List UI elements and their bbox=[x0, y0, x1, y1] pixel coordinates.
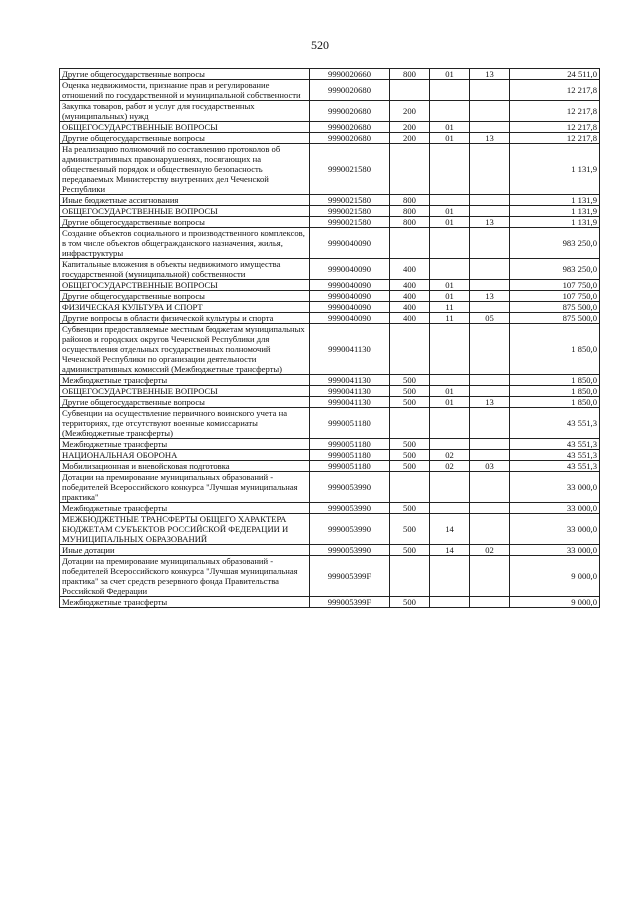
row-subsection bbox=[470, 122, 510, 133]
row-section: 01 bbox=[430, 133, 470, 144]
row-code: 9990020680 bbox=[310, 80, 390, 101]
row-code: 999005399F bbox=[310, 556, 390, 597]
row-name: Капитальные вложения в объекты недвижимого имущества государственной (муниципальной) собственности bbox=[60, 259, 310, 280]
row-sum: 9 000,0 bbox=[510, 556, 600, 597]
row-expense-type: 400 bbox=[390, 302, 430, 313]
row-name: Другие общегосударственные вопросы bbox=[60, 291, 310, 302]
row-code: 9990020660 bbox=[310, 69, 390, 80]
row-subsection: 13 bbox=[470, 397, 510, 408]
row-subsection bbox=[470, 302, 510, 313]
row-expense-type: 200 bbox=[390, 122, 430, 133]
row-sum: 107 750,0 bbox=[510, 280, 600, 291]
table-row bbox=[60, 217, 600, 228]
row-expense-type: 800 bbox=[390, 206, 430, 217]
row-sum: 33 000,0 bbox=[510, 545, 600, 556]
row-sum: 12 217,8 bbox=[510, 101, 600, 122]
row-sum: 9 000,0 bbox=[510, 597, 600, 608]
row-code: 9990041130 bbox=[310, 386, 390, 397]
table-row bbox=[60, 291, 600, 302]
row-name: Другие общегосударственные вопросы bbox=[60, 397, 310, 408]
row-section bbox=[430, 259, 470, 280]
table-row bbox=[60, 397, 600, 408]
row-expense-type bbox=[390, 472, 430, 503]
row-section bbox=[430, 439, 470, 450]
row-expense-type: 800 bbox=[390, 195, 430, 206]
row-section: 11 bbox=[430, 313, 470, 324]
row-sum: 1 850,0 bbox=[510, 397, 600, 408]
row-section bbox=[430, 375, 470, 386]
row-subsection bbox=[470, 386, 510, 397]
row-code: 9990020680 bbox=[310, 133, 390, 144]
table-row bbox=[60, 133, 600, 144]
row-sum: 43 551,3 bbox=[510, 408, 600, 439]
row-section: 14 bbox=[430, 545, 470, 556]
row-name: Межбюджетные трансферты bbox=[60, 597, 310, 608]
row-section bbox=[430, 228, 470, 259]
row-subsection bbox=[470, 228, 510, 259]
row-name: На реализацию полномочий по составлению протоколов об административных правонарушениях, посягающих на общественный порядок и общественную безопасность передаваемых Министерству внутренних дел Чеченской Республики bbox=[60, 144, 310, 195]
row-section: 11 bbox=[430, 302, 470, 313]
row-section: 01 bbox=[430, 280, 470, 291]
row-code: 9990040090 bbox=[310, 313, 390, 324]
row-section bbox=[430, 101, 470, 122]
table-row bbox=[60, 313, 600, 324]
row-name: Другие общегосударственные вопросы bbox=[60, 133, 310, 144]
row-expense-type: 500 bbox=[390, 450, 430, 461]
table-row bbox=[60, 302, 600, 313]
table-row bbox=[60, 386, 600, 397]
row-subsection: 13 bbox=[470, 217, 510, 228]
row-subsection bbox=[470, 259, 510, 280]
row-expense-type: 500 bbox=[390, 461, 430, 472]
row-section: 01 bbox=[430, 291, 470, 302]
row-name: Дотации на премирование муниципальных образований - победителей Всероссийского конкурса "Лучшая муниципальная практика" за счет средств резервного фонда Правительства Российской Федерации bbox=[60, 556, 310, 597]
row-name: Межбюджетные трансферты bbox=[60, 439, 310, 450]
row-section: 02 bbox=[430, 461, 470, 472]
table-row bbox=[60, 472, 600, 503]
row-subsection bbox=[470, 101, 510, 122]
row-expense-type: 500 bbox=[390, 375, 430, 386]
row-code: 9990020680 bbox=[310, 122, 390, 133]
row-subsection: 13 bbox=[470, 291, 510, 302]
row-code: 9990021580 bbox=[310, 195, 390, 206]
row-expense-type: 400 bbox=[390, 313, 430, 324]
row-code: 9990051180 bbox=[310, 450, 390, 461]
row-name: Оценка недвижимости, признание прав и регулирование отношений по государственной и муниципальной собственности bbox=[60, 80, 310, 101]
row-expense-type bbox=[390, 324, 430, 375]
row-code: 9990021580 bbox=[310, 217, 390, 228]
row-expense-type: 800 bbox=[390, 69, 430, 80]
row-sum: 33 000,0 bbox=[510, 472, 600, 503]
row-subsection bbox=[470, 472, 510, 503]
row-sum: 1 131,9 bbox=[510, 217, 600, 228]
row-name: Межбюджетные трансферты bbox=[60, 503, 310, 514]
row-name: МЕЖБЮДЖЕТНЫЕ ТРАНСФЕРТЫ ОБЩЕГО ХАРАКТЕРА БЮДЖЕТАМ СУБЪЕКТОВ РОССИЙСКОЙ ФЕДЕРАЦИИ И МУНИЦИПАЛЬНЫХ ОБРАЗОВАНИЙ bbox=[60, 514, 310, 545]
table-row bbox=[60, 597, 600, 608]
table-row bbox=[60, 408, 600, 439]
row-name: Закупка товаров, работ и услуг для государственных (муниципальных) нужд bbox=[60, 101, 310, 122]
row-section: 02 bbox=[430, 450, 470, 461]
row-name: ОБЩЕГОСУДАРСТВЕННЫЕ ВОПРОСЫ bbox=[60, 386, 310, 397]
row-section: 01 bbox=[430, 386, 470, 397]
row-section: 01 bbox=[430, 122, 470, 133]
table-row bbox=[60, 69, 600, 80]
row-section: 01 bbox=[430, 206, 470, 217]
row-name: НАЦИОНАЛЬНАЯ ОБОРОНА bbox=[60, 450, 310, 461]
row-name: ОБЩЕГОСУДАРСТВЕННЫЕ ВОПРОСЫ bbox=[60, 122, 310, 133]
table-row bbox=[60, 144, 600, 195]
row-expense-type: 500 bbox=[390, 386, 430, 397]
row-expense-type: 800 bbox=[390, 217, 430, 228]
row-expense-type bbox=[390, 144, 430, 195]
row-code: 9990051180 bbox=[310, 461, 390, 472]
row-sum: 1 131,9 bbox=[510, 206, 600, 217]
row-expense-type: 400 bbox=[390, 259, 430, 280]
row-code: 9990020680 bbox=[310, 101, 390, 122]
row-subsection: 03 bbox=[470, 461, 510, 472]
row-expense-type bbox=[390, 408, 430, 439]
table-row bbox=[60, 545, 600, 556]
row-sum: 1 850,0 bbox=[510, 386, 600, 397]
row-code: 9990021580 bbox=[310, 144, 390, 195]
table-row bbox=[60, 259, 600, 280]
row-name: Создание объектов социального и производственного комплексов, в том числе объектов общегражданского назначения, жилья, инфраструктуры bbox=[60, 228, 310, 259]
row-expense-type: 400 bbox=[390, 280, 430, 291]
row-section bbox=[430, 324, 470, 375]
row-sum: 43 551,3 bbox=[510, 439, 600, 450]
row-subsection bbox=[470, 450, 510, 461]
table-row bbox=[60, 503, 600, 514]
table-row bbox=[60, 206, 600, 217]
row-name: Субвенции на осуществление первичного воинского учета на территориях, где отсутствуют военные комиссариаты (Межбюджетные трансферты) bbox=[60, 408, 310, 439]
row-expense-type: 500 bbox=[390, 503, 430, 514]
row-sum: 1 131,9 bbox=[510, 144, 600, 195]
row-name: Другие общегосударственные вопросы bbox=[60, 217, 310, 228]
table-row bbox=[60, 514, 600, 545]
row-name: ОБЩЕГОСУДАРСТВЕННЫЕ ВОПРОСЫ bbox=[60, 206, 310, 217]
row-expense-type: 500 bbox=[390, 439, 430, 450]
row-sum: 12 217,8 bbox=[510, 80, 600, 101]
row-subsection bbox=[470, 144, 510, 195]
row-code: 999005399F bbox=[310, 597, 390, 608]
row-expense-type: 500 bbox=[390, 514, 430, 545]
row-sum: 43 551,3 bbox=[510, 461, 600, 472]
row-code: 9990053990 bbox=[310, 472, 390, 503]
row-expense-type: 500 bbox=[390, 545, 430, 556]
row-expense-type: 200 bbox=[390, 133, 430, 144]
row-code: 9990041130 bbox=[310, 397, 390, 408]
row-subsection bbox=[470, 556, 510, 597]
table-row bbox=[60, 450, 600, 461]
row-subsection bbox=[470, 280, 510, 291]
row-name: Иные бюджетные ассигнования bbox=[60, 195, 310, 206]
row-section: 01 bbox=[430, 217, 470, 228]
row-section bbox=[430, 597, 470, 608]
row-subsection: 02 bbox=[470, 545, 510, 556]
row-expense-type: 400 bbox=[390, 291, 430, 302]
row-section bbox=[430, 80, 470, 101]
row-sum: 1 850,0 bbox=[510, 375, 600, 386]
row-section bbox=[430, 408, 470, 439]
row-name: Дотации на премирование муниципальных образований - победителей Всероссийского конкурса "Лучшая муниципальная практика" bbox=[60, 472, 310, 503]
row-section bbox=[430, 556, 470, 597]
row-sum: 43 551,3 bbox=[510, 450, 600, 461]
row-sum: 983 250,0 bbox=[510, 259, 600, 280]
table-row bbox=[60, 80, 600, 101]
row-code: 9990021580 bbox=[310, 206, 390, 217]
row-sum: 107 750,0 bbox=[510, 291, 600, 302]
row-section: 01 bbox=[430, 69, 470, 80]
row-subsection: 13 bbox=[470, 133, 510, 144]
row-subsection bbox=[470, 324, 510, 375]
row-sum: 33 000,0 bbox=[510, 514, 600, 545]
row-sum: 12 217,8 bbox=[510, 133, 600, 144]
row-expense-type bbox=[390, 80, 430, 101]
row-name: ФИЗИЧЕСКАЯ КУЛЬТУРА И СПОРТ bbox=[60, 302, 310, 313]
row-name: Мобилизационная и вневойсковая подготовка bbox=[60, 461, 310, 472]
row-subsection bbox=[470, 514, 510, 545]
row-subsection bbox=[470, 439, 510, 450]
row-subsection: 13 bbox=[470, 69, 510, 80]
row-expense-type: 200 bbox=[390, 101, 430, 122]
row-code: 9990041130 bbox=[310, 375, 390, 386]
row-code: 9990040090 bbox=[310, 259, 390, 280]
row-subsection: 05 bbox=[470, 313, 510, 324]
row-expense-type bbox=[390, 556, 430, 597]
row-subsection bbox=[470, 195, 510, 206]
table-row bbox=[60, 439, 600, 450]
row-sum: 33 000,0 bbox=[510, 503, 600, 514]
row-name: Межбюджетные трансферты bbox=[60, 375, 310, 386]
row-subsection bbox=[470, 206, 510, 217]
row-code: 9990053990 bbox=[310, 514, 390, 545]
row-code: 9990051180 bbox=[310, 408, 390, 439]
row-subsection bbox=[470, 597, 510, 608]
row-section bbox=[430, 144, 470, 195]
row-section bbox=[430, 503, 470, 514]
row-name: ОБЩЕГОСУДАРСТВЕННЫЕ ВОПРОСЫ bbox=[60, 280, 310, 291]
row-section: 14 bbox=[430, 514, 470, 545]
row-sum: 875 500,0 bbox=[510, 313, 600, 324]
row-subsection bbox=[470, 408, 510, 439]
row-code: 9990041130 bbox=[310, 324, 390, 375]
row-code: 9990040090 bbox=[310, 302, 390, 313]
table-row bbox=[60, 375, 600, 386]
row-subsection bbox=[470, 503, 510, 514]
table-row bbox=[60, 280, 600, 291]
row-name: Субвенции предоставляемые местным бюджетам муниципальных районов и городских округов Чеченской Республики для осуществления отдельных государственных полномочий Чеченской Республики по организации деятельности административных комиссий (Межбюджетные трансферты) bbox=[60, 324, 310, 375]
row-expense-type: 500 bbox=[390, 397, 430, 408]
row-sum: 875 500,0 bbox=[510, 302, 600, 313]
row-code: 9990040090 bbox=[310, 280, 390, 291]
row-name: Другие общегосударственные вопросы bbox=[60, 69, 310, 80]
row-section bbox=[430, 472, 470, 503]
row-sum: 1 131,9 bbox=[510, 195, 600, 206]
row-expense-type bbox=[390, 228, 430, 259]
row-name: Иные дотации bbox=[60, 545, 310, 556]
budget-table-body bbox=[60, 69, 600, 608]
row-sum: 24 511,0 bbox=[510, 69, 600, 80]
table-row bbox=[60, 324, 600, 375]
row-section bbox=[430, 195, 470, 206]
row-section: 01 bbox=[430, 397, 470, 408]
table-row bbox=[60, 195, 600, 206]
row-code: 9990053990 bbox=[310, 545, 390, 556]
row-code: 9990040090 bbox=[310, 291, 390, 302]
row-code: 9990040090 bbox=[310, 228, 390, 259]
row-code: 9990053990 bbox=[310, 503, 390, 514]
row-subsection bbox=[470, 80, 510, 101]
row-name: Другие вопросы в области физической культуры и спорта bbox=[60, 313, 310, 324]
table-row bbox=[60, 101, 600, 122]
row-subsection bbox=[470, 375, 510, 386]
table-row bbox=[60, 228, 600, 259]
row-sum: 1 850,0 bbox=[510, 324, 600, 375]
page-number: 520 bbox=[311, 38, 329, 52]
row-code: 9990051180 bbox=[310, 439, 390, 450]
table-row bbox=[60, 122, 600, 133]
table-row bbox=[60, 461, 600, 472]
budget-table bbox=[59, 68, 600, 608]
row-sum: 12 217,8 bbox=[510, 122, 600, 133]
row-expense-type: 500 bbox=[390, 597, 430, 608]
table-row bbox=[60, 556, 600, 597]
row-sum: 983 250,0 bbox=[510, 228, 600, 259]
